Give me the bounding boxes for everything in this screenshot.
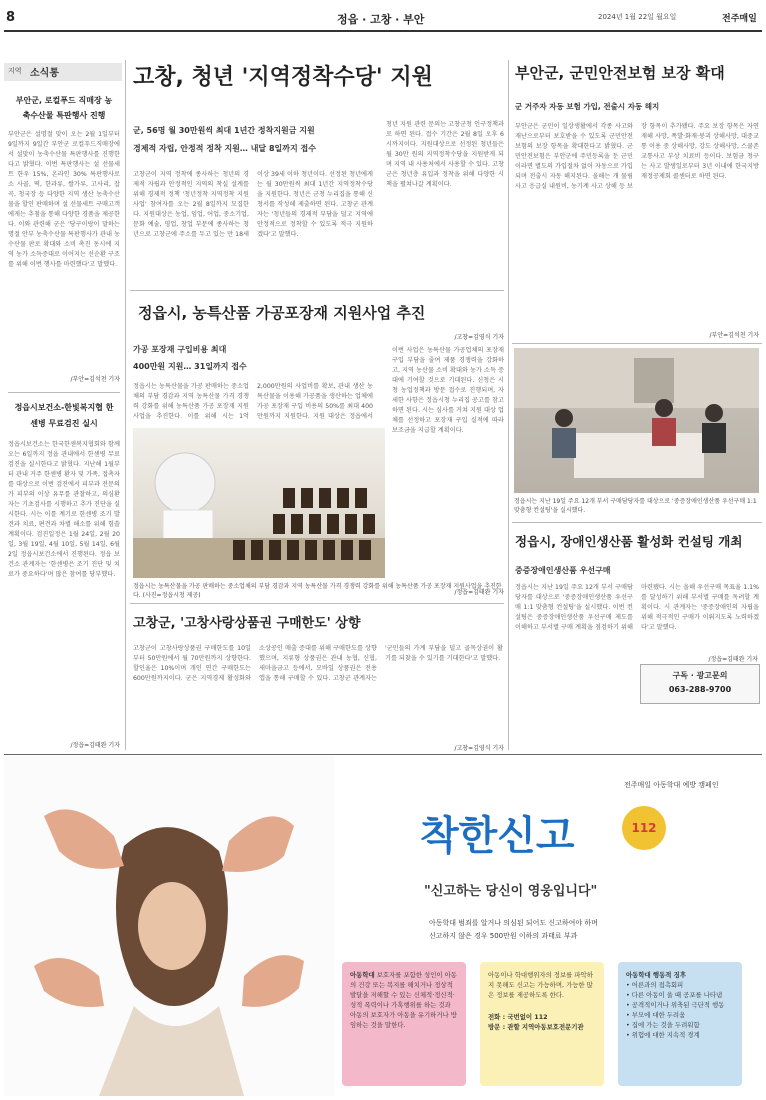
ad-campaign-label: 전주매일 아동학대 예방 캠페인 — [624, 781, 719, 789]
subscribe-box — [640, 664, 760, 704]
sidebar-title: 소식통 — [30, 68, 59, 79]
story4-byline: /고창=김영식 기자 — [454, 745, 504, 752]
paper-name: 전주매일 — [722, 14, 757, 24]
header-rule — [4, 30, 762, 32]
ad-child-illustration — [4, 756, 334, 1096]
story2-headline: 부안군, 군민안전보험 보장 확대 — [515, 64, 725, 82]
story2-subhead: 군 거주자 자동 보험 가입, 전출시 자동 해지 — [515, 102, 660, 111]
ad-box3-item: • 공격적이거나 위축된 극단적 행동 — [626, 1001, 725, 1009]
story1-headline: 고창, 청년 '지역정착수당' 지원 — [133, 65, 433, 90]
sidebar-tag: 지역 — [8, 67, 22, 75]
ad-desc2: 신고하지 않은 경우 500만원 이하의 과태료 부과 — [429, 932, 578, 940]
ad-box2-visit: 방문 : 관할 지역아동보호전문기관 — [488, 1023, 584, 1031]
sidebar-item2-byline: /정읍=김태완 기자 — [70, 742, 120, 749]
story5-byline: /정읍=김태완 기자 — [708, 656, 758, 663]
sidebar-item2-title: 정읍시보건소-한빛복지협 한센병 무료검진 실시 — [14, 403, 114, 428]
ad-box3-item: • 부모에 대한 두려움 — [626, 1011, 686, 1019]
story5-top-rule — [512, 522, 762, 523]
sidebar-item2-body: 정읍시보건소는 한국한센복지협회와 함께 오는 6일까지 정읍 관내에서 한센병 무료검진을 실시한다고 밝혔다. 지난해 1월부터 관내 거주 한센병 환자 및 가족, 접촉자를 대상으로 이번 검진에서 피부과 전문의가 피부의 이상 유무를 관찰하고, 의심환자는 기초검사를 시행하고 추가 진단을 실시한다. 시는 이를 계기로 한센병 조기 발견과 치료, 편견과 차별 해소를 위해 힘쓸 계획이다. 검진일정은 1월 24일, 2월 20일, 3월 19일, 4월 10일, 5월 14일, 6월 2일 정읍시보건소에서 진행된다. 정읍 보건소 관계자는 '한센병은 조기 진단 및 치료가 중요하다'며 많은 참여를 당부했다. — [8, 441, 120, 578]
story5-subhead: 중증장애인생산품 우선구매 — [515, 566, 611, 575]
sidebar-item1-byline: /부안=김석천 기자 — [70, 376, 120, 383]
story3-headline: 정읍시, 농특산품 가공포장재 지원사업 추진 — [138, 304, 426, 322]
ad-box3-item: • 위험에 대한 지속적 경계 — [626, 1031, 700, 1039]
story4-top-rule — [130, 603, 504, 604]
story1-subhead1: 군, 56명 월 30만원씩 최대 1년간 정착지원금 지원 — [133, 126, 315, 135]
ad-box3-item: • 집에 가는 것을 두려워함 — [626, 1021, 700, 1029]
col-rule-1 — [508, 60, 509, 750]
ad-box-report — [480, 962, 604, 1086]
page-header — [0, 0, 766, 40]
story1-body: 고창군이 지역 정착에 종사하는 청년의 경제적 자립과 안정적인 지역의 착실 설계를 위해 경제적 정책 '청년정착 지역정착 지원사업' 참여자를 오는 2월 8일까지 모집한다. 지원대상은 농업, 임업, 어업, 중소기업, 문화 예술, 영업, 창업 부문에 종사하는 청년으로 고창군에 주소를 두고 있는 만 18세 이상 39세 이하 청년이다. 선정된 청년에게는 월 30만원씩 최대 1년간 지역정착수당을 지원한다. 청년은 군청 누리집을 통해 신청서를 작성해 제출하면 된다. 고창군 관계자는 '청년들의 경제적 부담을 덜고 지역에 안정적으로 정착할 수 있도록 적극 지원하겠다'고 말했다. — [133, 171, 373, 238]
ad-112-number: 112 — [631, 821, 657, 835]
story3-body: 정읍시는 농특산물을 가공 판매하는 중소업체의 부담 경감과 지역 농특산물 가격 경쟁력 강화를 위해 농특산품 가공 포장재 지원사업을 추진한다. 이를 위해 시는 1억2,000만원의 사업비를 확보, 관내 생산 농특산물을 이용해 가공품을 생산하는 업체에 가공 포장재 구입 비용의 50%를 최대 400만원까지 지원한다. 지원 대상은 정읍에서 — [133, 383, 373, 420]
ad-box-signs — [618, 962, 742, 1086]
story5-headline: 정읍시, 장애인생산품 활성화 컨설팅 개최 — [515, 534, 743, 549]
ad-box3-item: • 다른 아동이 울 때 공포를 나타냄 — [626, 991, 723, 999]
ad-campaign — [4, 756, 762, 1096]
sidebar-item1-body: 부안군은 설명절 맞이 오는 2월 1일부터 9일까지 9일간 부안군 로컬푸드직매장에서 설맞이 농축수산물 특판행사를 진행한다고 밝혔다. 이번 특판행사는 설 선물세트 한우 15%, 온라인 30% 특판행사로 소 사골, 떡, 한과류, 쌀가루, 고사리, 잡곡, 청국장 등 다양한 지역 생산 농축수산물을 할인 판매하며 설 선물세트 구매고객에게는 추첨을 통해 다양한 경품을 제공한다. 이와 관련해 군은 '당구이랑이 말하는 명절 안부 농축수산물 특판행사가 관내 농수산물 판로 확대와 소비 촉진 동시에 지역 농가 소득증대로 이어지는 선순환 구조를 위해 이번 행사를 마련했다'고 말했다. — [8, 131, 120, 268]
story1-byline: /고창=김영식 기자 — [454, 334, 504, 341]
story4-headline: 고창군, '고창사랑상품권 구매한도' 상향 — [133, 616, 361, 631]
story3-subhead2: 400만원 지원… 31일까지 접수 — [133, 362, 247, 371]
ad-top-rule — [4, 754, 762, 755]
sidebar-rule — [125, 60, 126, 750]
ad-slogan: "신고하는 당신이 영웅입니다" — [424, 884, 598, 899]
story1-body-cont: 청년 지원 관련 문의는 고창군청 인구정책과로 하면 된다. 접수 기간은 2월 8일 오후 6시까지이다. 지원대상으로 선정된 청년들은 월 30만 원의 지역정착수당을 지원받게 되며 지역 내 사용처에서 사용할 수 있다. 고창군은 청년층 유입과 정착을 위해 다양한 시책을 펼쳐나갈 계획이다. — [386, 121, 504, 188]
story4-body: 고창군이 고창사랑상품권 구매한도를 10일부터 50만원에서 월 70만원까지 상향한다. 할인율은 10%이며 개인 연간 구매한도는 600만원까지이다. 군은 지역경제 활성화와 소상공인 매출 증대를 위해 구매한도를 상향했으며, 지류형 상품권은 관내 농협, 신협, 새마을금고 등에서, 모바일 상품권은 전용 앱을 통해 구매할 수 있다. 고창군 관계자는 '군민들의 가계 부담을 덜고 골목상권이 활기를 되찾을 수 있기를 기대한다'고 말했다. — [133, 645, 503, 682]
page-number: 8 — [6, 10, 16, 25]
ad-box2-text: 아동이나 학대행위자의 정보를 파악하지 못해도 신고는 가능하며, 가능한 많은 정보를 제공하도록 한다. — [488, 971, 593, 999]
story3-byline: /정읍=김태완 기자 — [454, 589, 504, 596]
subscribe-label: 구독 · 광고문의 — [672, 671, 728, 680]
sidebar-item1-title: 부안군, 로컬푸드 직매장 농축수산물 특판행사 진행 — [15, 96, 113, 120]
story3-top-rule — [130, 290, 504, 291]
ad-box3-item: • 어른과의 접촉회피 — [626, 981, 684, 989]
story5-caption: 정읍시는 지난 19일 주요 12개 부서 구매담당자를 대상으로 '중증장애인생산품 우선구매 1:1 맞춤형 컨설팅'을 실시했다. — [514, 498, 757, 514]
story3-body-cont: 이번 사업은 농특산물 가공업체의 포장재 구입 부담을 줄여 제품 경쟁력을 강화하고, 지역 농산물 소비 확대와 농가 소득 증대에 기여할 것으로 기대된다. 신청은 시청 농업정책과 방문 접수로 진행되며, 자세한 사항은 정읍시청 누리집 공고를 참고하면 된다. 시는 심사를 거쳐 지원 대상 업체를 선정하고 포장재 구입 실적에 따라 보조금을 지급할 계획이다. — [392, 347, 504, 434]
ad-box2-hotline: 전화 : 국번없이 112 — [488, 1013, 548, 1021]
factory-photo-illustration — [133, 428, 385, 578]
story2-divider — [512, 343, 762, 344]
story5-body: 정읍시는 지난 19일 주요 12개 부서 구매담당자를 대상으로 '중증장애인생산품 우선구매 1:1 맞춤형 컨설팅'을 실시했다. 이번 컨설팅은 중증장애인생산품 우선구매 제도를 이해하고 부서별 구매 계획을 점검하기 위해 마련됐다. 시는 올해 우선구매 목표율 1.1%를 달성하기 위해 부서별 구매를 독려할 계획이다. 시 관계자는 '중증장애인의 자립을 위해 적극적인 구매가 이뤄지도록 노력하겠다'고 말했다. — [515, 584, 759, 631]
issue-date: 2024년 1월 22일 월요일 — [598, 13, 677, 21]
ad-box1-text: 보호자를 포함한 성인이 아동의 건강 또는 복지를 해치거나 정상적 발달을 저해할 수 있는 신체적·정신적·성적 폭력이나 가혹행위를 하는 것과 아동의 보호자가 아동을 유기하거나 방임하는 것을 말한다. — [350, 971, 457, 1029]
story3-photo — [133, 428, 385, 578]
ad-logo — [420, 804, 660, 864]
ad-logo-text: 착한신고 — [420, 813, 575, 859]
story3-caption: 정읍시는 농특산물을 가공 판매하는 중소업체의 부담 경감과 지역 농특산물 가격 경쟁력 강화를 위해 농특산품 가공 포장재 지원사업을 추진한다. (사진=정읍시청 제공) — [133, 583, 502, 599]
ad-box-definition — [342, 962, 466, 1086]
story1-subhead2: 경제적 자립, 안정적 정착 지원… 내달 8일까지 접수 — [133, 144, 316, 153]
subscribe-phone: 063-288-9700 — [668, 685, 732, 694]
section-title: 정읍 · 고창 · 부안 — [337, 13, 425, 26]
ad-box1-title: 아동학대 — [350, 971, 375, 979]
ad-desc1: 아동학대 범죄를 알거나 의심된 되어도 신고하여야 하며 — [429, 919, 598, 927]
ad-112-badge — [622, 806, 666, 850]
story3-subhead1: 가공 포장재 구입비용 최대 — [133, 345, 227, 354]
story2-body: 부안군은 군민이 일상생활에서 각종 사고와 재난으로부터 보호받을 수 있도록 군민안전보험의 보장 항목을 확대한다고 밝혔다. 군민안전보험은 부안군에 주민등록을 둔 군민이라면 별도의 가입절차 없이 자동으로 가입되며 전출시 자동 해지된다. 올해는 개 물림 사고 응급실 내원비, 농기계 사고 상해 등 보장 항목이 추가됐다. 주요 보장 항목은 자연재해 사망, 폭발·화재·붕괴 상해사망, 대중교통 이용 중 상해사망, 강도 상해사망, 스쿨존 교통사고 부상 치료비 등이다. 보험금 청구는 사고 발생일로부터 3년 이내에 한국지방재정공제회 콜센터로 하면 된다. — [515, 123, 759, 190]
story5-photo — [514, 348, 759, 493]
meeting-photo-illustration — [514, 348, 759, 493]
ad-box3-title: 아동학대 행동적 징후 — [626, 971, 687, 979]
sidebar-divider — [8, 392, 120, 393]
story2-byline: /부안=김석천 기자 — [709, 332, 759, 339]
